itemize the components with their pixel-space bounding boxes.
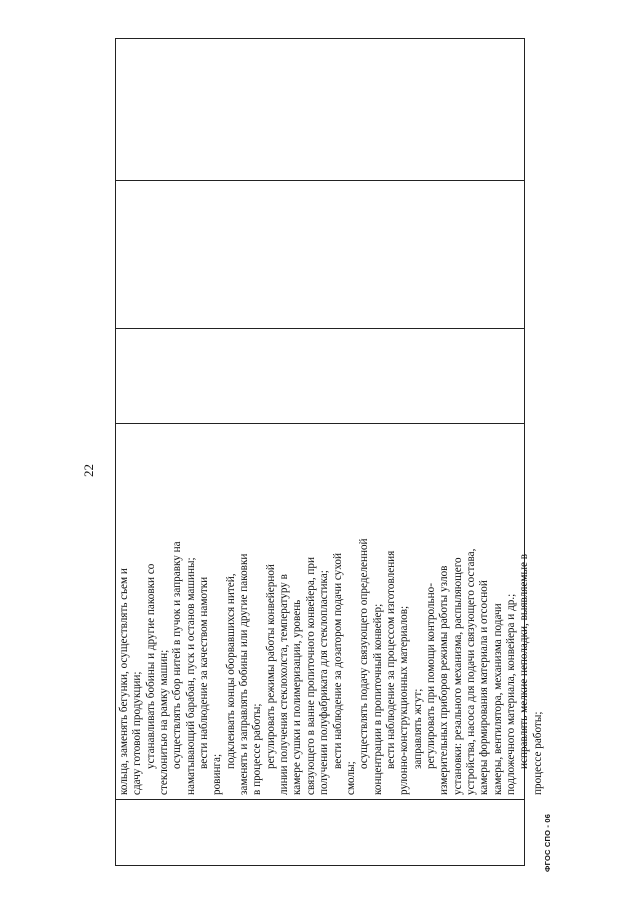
text-line: получении полуфабриката для стеклопластика;: [318, 570, 331, 795]
text-line: вести наблюдение за качеством намотки: [198, 576, 211, 769]
text-line: осуществлять сбор нитей в пучок и заправку на: [171, 541, 184, 769]
text-line: вести наблюдение за процессом изготовления: [384, 550, 397, 769]
text-line: связующего в ванне пропиточного конвейера, при: [304, 557, 317, 795]
text-line: смолы;: [344, 761, 357, 795]
text-line: установки: резального механизма, распыляющего: [451, 557, 464, 795]
text-line: стеклонитью на рамку машин;: [158, 649, 171, 795]
text-line: процессе работы;: [531, 711, 544, 795]
text-line: устанавливать бобины и другие паковки со: [144, 563, 157, 769]
text-line: измерительных приборов режимы работы узлов: [438, 565, 451, 795]
competency-table: [115, 38, 544, 866]
text-line: камере сушки и полимеризации, уровень: [291, 599, 304, 795]
table-cell-empty-2: [116, 180, 524, 328]
text-line: рулонно-конструкционных материалов;: [398, 605, 411, 795]
text-line: устройства, насоса для подачи связующего состава,: [464, 548, 477, 795]
text-line: подклеивать концы оборвавшихся нитей,: [224, 573, 237, 769]
text-line: регулировать режимы работы конвейерной: [264, 564, 277, 769]
footer-code: ФГОС СПО - 06: [543, 813, 552, 872]
text-line: заменять и заправлять бобины или другие паковки: [238, 553, 251, 795]
text-line: в процессе работы;: [251, 703, 264, 795]
text-line: ровинга;: [211, 753, 224, 795]
text-line: камеры, вентилятора, механизма подачи: [491, 603, 504, 795]
text-line: линии получения стеклохолста, температуру в: [278, 574, 291, 795]
text-line: вести наблюдение за дозатором подачи сухой: [331, 552, 344, 769]
table-cell-empty-3: [116, 37, 524, 180]
text-line: подложечного материала, конвейера и др.;: [504, 593, 517, 795]
text-line: камеры формирования материала и отсосной: [478, 580, 491, 795]
text-line: осуществлять подачу связующего определенной: [358, 538, 371, 769]
rotated-page: [81, 38, 552, 872]
text-line: исправлять мелкие неполадки, выявляемые в: [518, 553, 531, 769]
page-number: 22: [81, 464, 96, 477]
text-line: сдачу готовой продукции;: [131, 671, 144, 795]
text-line: заправлять жгут;: [411, 688, 424, 769]
text-line: наматывающий барабан, пуск и останов машины;: [184, 557, 197, 795]
text-line: кольца, заменять бегунки, осуществлять съем и: [118, 568, 130, 795]
text-line: регулировать при помощи контрольно-: [424, 583, 437, 769]
text-line: концентрации в пропиточный конвейер;: [371, 603, 384, 795]
table-cell-index: [116, 799, 524, 865]
table-cell-empty-1: [116, 328, 524, 423]
table-cell-skills: [116, 423, 544, 799]
